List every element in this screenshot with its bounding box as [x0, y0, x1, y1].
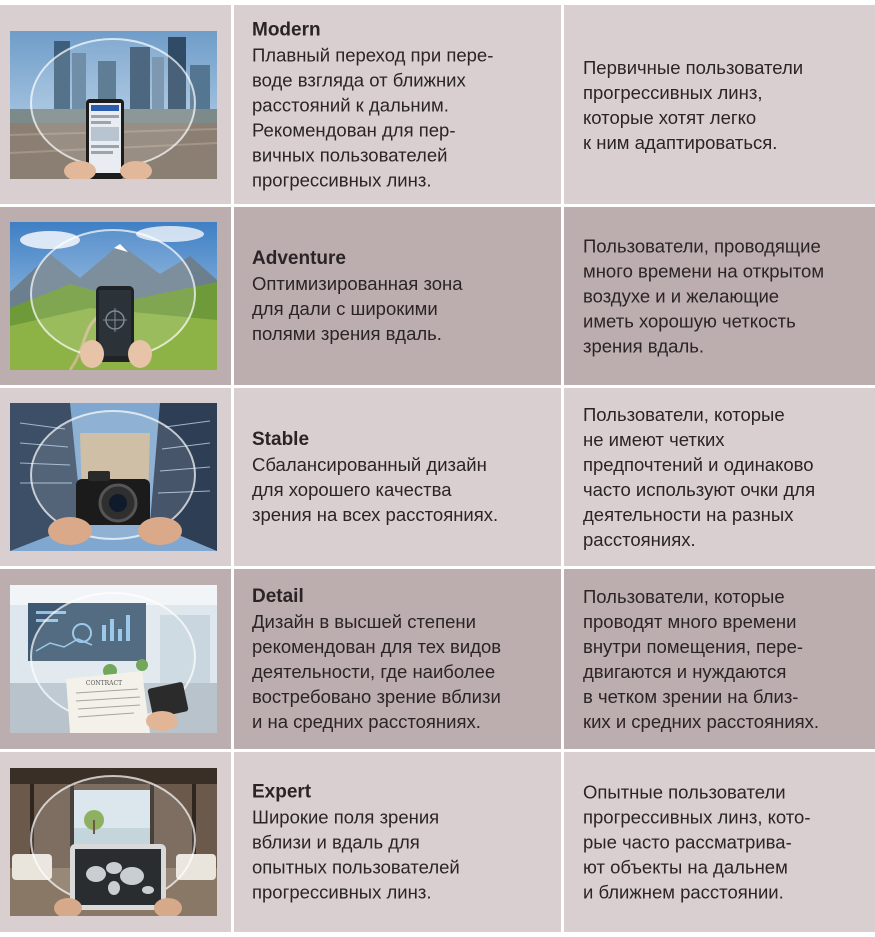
description-cell	[234, 207, 561, 385]
design-name: Expert	[252, 781, 312, 803]
adventure-photo	[10, 222, 217, 370]
users-cell	[564, 569, 875, 749]
description-cell	[234, 752, 561, 932]
table-row-adventure	[0, 207, 875, 385]
stable-photo	[10, 403, 217, 551]
design-description: Сбалансированный дизайн для хорошего качества зрения на всех расстояниях.	[252, 454, 499, 525]
image-cell	[0, 752, 231, 932]
users-cell	[564, 5, 875, 204]
design-name: Modern	[252, 19, 321, 40]
design-name: Adventure	[252, 248, 346, 269]
expert-photo	[10, 768, 217, 916]
design-description: Широкие поля зрения вблизи и вдаль для опытных пользователей прогрессивных линз.	[252, 806, 460, 903]
target-users: Пользователи, которые не имеют четких предпочтений и одинаково часто используют очки для деятельности на разных расстояниях.	[583, 404, 816, 550]
users-cell	[564, 207, 875, 385]
design-description: Дизайн в высшей степени рекомендован для тех видов деятельности, где наиболее востребовано зрение вблизи и на средних расстояниях.	[252, 611, 502, 732]
table-row-stable	[0, 388, 875, 566]
target-users: Опытные пользователи прогрессивных линз, кото- рые часто рассматрива- ют объекты на дальнем и ближнем расстоянии.	[583, 781, 811, 903]
target-users: Первичные пользователи прогрессивных линз, которые хотят легко к ним адаптироваться.	[583, 56, 804, 153]
image-cell	[0, 5, 231, 204]
design-name: Stable	[252, 429, 310, 450]
detail-photo	[10, 585, 217, 733]
table-row-expert	[0, 752, 875, 932]
users-cell	[564, 388, 875, 566]
users-cell	[564, 752, 875, 932]
design-description: Плавный переход при пере- воде взгляда от ближних расстояний к дальним. Рекомендован для пер- вичных пользователей прогрессивных линз.	[252, 44, 494, 190]
image-cell	[0, 388, 231, 566]
description-cell	[234, 569, 561, 749]
table-row-modern	[0, 5, 875, 204]
target-users: Пользователи, проводящие много времени на открытом воздухе и и желающие иметь хорошую четкость зрения вдаль.	[583, 235, 825, 357]
target-users: Пользователи, которые проводят много времени внутри помещения, пере- двигаются и нуждаются в четком зрении на близ- ких и средних расстояниях.	[583, 586, 820, 732]
image-cell	[0, 207, 231, 385]
description-cell	[234, 5, 561, 204]
modern-photo	[10, 31, 217, 179]
description-cell	[234, 388, 561, 566]
table-row-detail	[0, 569, 875, 749]
image-cell	[0, 569, 231, 749]
design-name: Detail	[252, 586, 304, 607]
contract-label: CONTRACT	[85, 680, 123, 687]
design-description: Оптимизированная зона для дали с широкими полями зрения вдаль.	[252, 273, 463, 344]
